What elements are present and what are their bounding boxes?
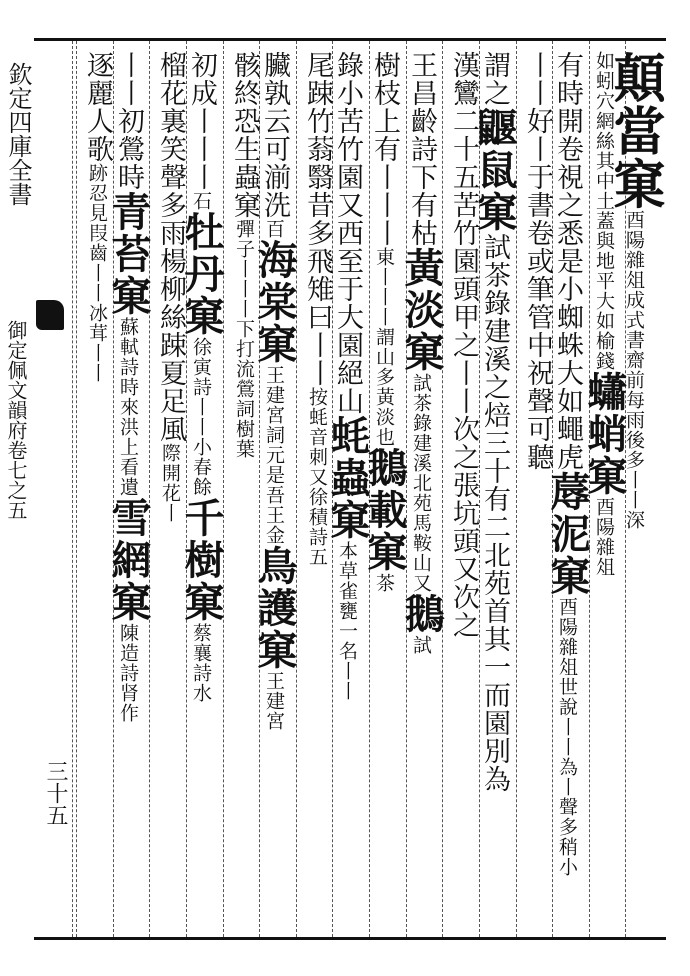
page-frame [34, 38, 666, 940]
annotation-text: 按蚝音刺又徐積詩五 [306, 387, 328, 567]
annotation-text: 王建宮詞元是吾王金 [263, 365, 285, 545]
book-title: 御定佩文韻府卷七之五 [4, 320, 28, 520]
annotation-text: 試 [410, 635, 432, 655]
collection-title: 欽定四庫全書 [4, 62, 32, 206]
body-text: 丨丨初鶯時 [113, 51, 144, 191]
text-column [324, 51, 371, 929]
text-column [471, 51, 518, 929]
body-text: 試茶錄建溪之焙三十有二北苑首其一而園別為 [479, 233, 510, 793]
annotation-text: 百 [263, 219, 285, 239]
annotation-text: 蔡襄詩水 [190, 623, 212, 703]
text-column [398, 51, 445, 929]
entry-heading: 鳥護窠 [251, 545, 298, 671]
entry-heading: 鵝 [398, 593, 445, 635]
body-text: 臟孰云可湔洗 [259, 51, 290, 219]
body-text: 雨楊柳絲踈夏足風 [155, 219, 186, 443]
annotation-text: 試茶錄建溪北苑馬鞍山又 [410, 373, 432, 593]
annotation-text: 酉陽雜俎成式書齋前每雨後多丨丨深 [623, 210, 645, 530]
text-column [518, 51, 551, 929]
body-text: 初成丨丨丨 [186, 51, 217, 191]
entry-heading: 雪網窠 [105, 497, 152, 623]
body-text: 逐麗人歌 [82, 51, 113, 163]
entry-heading: 海棠窠 [251, 239, 298, 365]
body-text: 有時開卷視之悉是小蜘蛛大如蠅虎 [552, 51, 583, 471]
body-text: 尾踈竹蓊翳昔多飛雉曰丨丨 [302, 51, 333, 387]
annotation-text: 冰茸丨丨 [86, 303, 108, 383]
body-text: 王昌齡詩下有枯 [406, 51, 437, 247]
annotation-text: 酉陽雜俎 [593, 497, 615, 577]
entry-heading: 牡丹窠 [178, 211, 225, 337]
ink-mark-icon [36, 300, 64, 330]
text-column [78, 51, 111, 929]
text-column [251, 51, 298, 929]
entry-heading: 蚝蟲窠 [324, 415, 371, 541]
body-text: 丨丨好丨于書卷或筆管中祝聲可聽 [522, 51, 553, 471]
body-text: 骸終恐生蟲窠 [229, 51, 260, 219]
annotation-text: 王建宮 [263, 671, 285, 731]
annotation-text: 詞樹葉 [233, 399, 255, 459]
text-column [544, 51, 591, 929]
entry-heading: 千樹窠 [178, 497, 225, 623]
annotation-text: 本草雀甕一名丨丨 [336, 541, 358, 701]
column-rule [76, 41, 77, 937]
entry-heading: 顛 [604, 51, 665, 104]
body-text: 漢鸞 [448, 51, 479, 107]
annotation-text: 蘇軾詩時來洪上看遺 [117, 317, 139, 497]
text-column [225, 51, 258, 929]
entry-heading: 青苔窠 [105, 191, 152, 317]
margin-rule [72, 41, 73, 937]
annotation-text: 際開花丨 [159, 443, 181, 523]
text-column [178, 51, 225, 929]
annotation-text: 陳造詩肾作 [117, 623, 139, 723]
body-text: 榴花裏笑聲多 [155, 51, 186, 219]
annotation-text: 石 [190, 191, 212, 211]
text-column [581, 51, 628, 929]
entry-heading: 鵝載窠 [361, 447, 408, 573]
entry-heading: 蠨蛸窠 [581, 371, 628, 497]
entry-heading: 窠 [604, 157, 665, 210]
entry-heading: 當 [604, 104, 665, 157]
column-rule [223, 41, 224, 937]
text-column [361, 51, 408, 929]
annotation-text: 跡忍見叚齒丨丨 [86, 163, 108, 303]
body-text: 樹枝上有丨丨丨 [369, 51, 400, 247]
annotation-text: 酉陽雜俎世說丨丨為丨聲多稍小 [556, 597, 578, 877]
text-column [105, 51, 152, 929]
body-text: 錄小苦竹園又西至于大園絕山 [332, 51, 363, 415]
text-column [151, 51, 184, 929]
annotation-text: 如蚓穴網絲其中土蓋與地平大如榆錢 [593, 51, 615, 371]
entry-heading: 黃淡窠 [398, 247, 445, 373]
body-text: 二十五苦竹園頭甲之丨丨次之張坑頭又次之 [448, 107, 479, 639]
entry-heading: 蓐泥窠 [544, 471, 591, 597]
body-text: 謂之 [479, 51, 510, 107]
text-column [298, 51, 331, 929]
entry-heading: 鼴鼠窠 [471, 107, 518, 233]
annotation-text: 彈子丨丨丨下打流鶯 [233, 219, 255, 399]
annotation-text: 茶 [373, 573, 395, 593]
text-column [444, 51, 477, 929]
column-rule [442, 41, 443, 937]
annotation-text: 徐寅詩丨丨小春餘 [190, 337, 212, 497]
column-rule [149, 41, 150, 937]
page-number: 三十五 [43, 760, 68, 826]
annotation-text: 東丨丨丨謂山多黃淡也 [373, 247, 395, 447]
column-rule [296, 41, 297, 937]
